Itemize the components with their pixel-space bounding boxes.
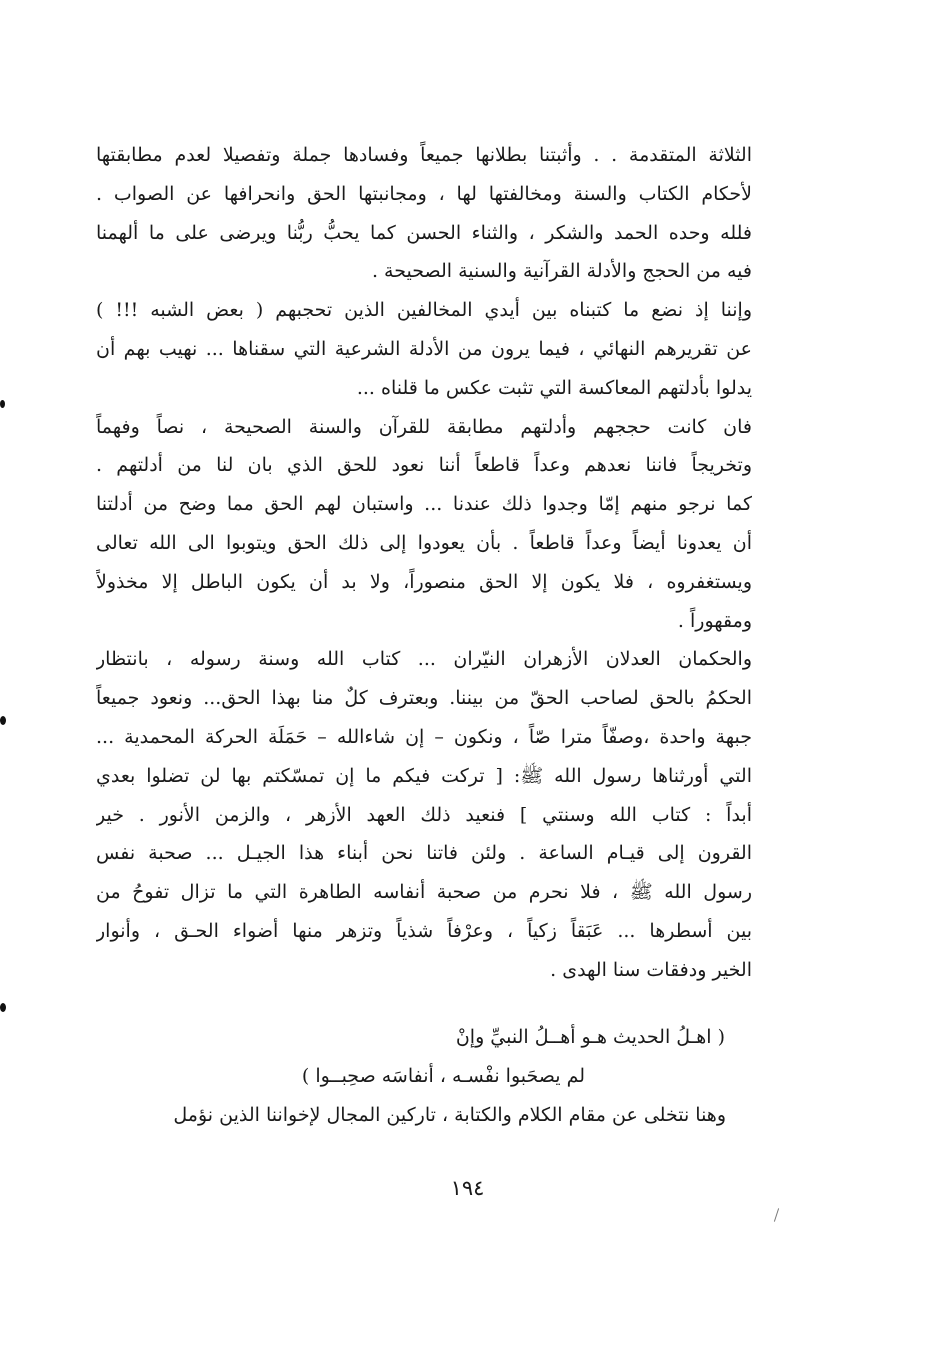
poem-line-2: لم يصحَبوا نفْسـه ، أنفاسَه صحِبــوا )	[301, 1065, 585, 1087]
text-line: والحكمان العدلان الأزهران النيّران ... كتاب الله وسنة رسوله ، بانتظار	[96, 648, 752, 671]
closing-line: وهنا نتخلى عن مقام الكلام والكتابة ، تاركين المجال لإخواننا الذين نؤمل	[173, 1104, 726, 1126]
text-line: كما نرجو منهم إمّا وجدوا ذلك عندنا ... واستبان لهم الحق مما وضح من أدلتنا	[96, 493, 752, 516]
text-line: وتخريجاً فاننا نعدهم وعداً قاطعاً أننا نعود للحق الذي بان لنا من أدلتهم .	[96, 454, 752, 477]
binding-hole-mark	[0, 400, 5, 408]
text-line: جبهة واحدة ،وصفّاً مترا صّاً ، ونكون – إن شاءالله – حَمَلَة الحركة المحمدية ...	[96, 725, 752, 748]
main-text	[96, 136, 752, 990]
text-line: الثلاثة المتقدمة . . وأثبتنا بطلانها جميعاً وفسادها جملة وتفصيلا لعدم مطابقتها	[96, 144, 752, 166]
text-line: فيه من الحجج والأدلة القرآنية والسنية الصحيحة .	[371, 260, 752, 283]
text-line: وإننا إذ نضع ما كتبناه بين أيدي المخالفين الذين تحجبهم ( بعض الشبه !!! )	[96, 299, 752, 322]
text-line: الحكمُ بالحق لصاحب الحقّ من بيننا. وبعترف كلٌ منا بهذا الحق... ونعود جميعاً	[96, 687, 752, 710]
text-line: أن يعدونا أيضاً وعداً قاطعاً . بأن يعودوا إلى ذلك الحق ويتوبوا الى الله تعالى	[96, 531, 752, 554]
poem-line-1: ( اهـلُ الحديث هـو أهــلُ النبيِّ وإنْ	[455, 1026, 725, 1048]
text-line: ومقهوراً .	[677, 609, 752, 632]
text-line: التي أورثناها رسول الله ﷺ: [ تركت فيكم ما إن تمسّكتم بها لن تضلوا بعدي	[96, 764, 752, 787]
text-line: فلله وحده الحمد والشكر ، والثناء الحسن كما يحبُّ ربُّنا ويرضى على ما ألهمنا	[96, 221, 752, 244]
text-line: يدلوا بأدلتهم المعاكسة التي تثبت عكس ما قلناه ...	[356, 376, 752, 399]
page-number: ١٩٤	[450, 1176, 485, 1200]
text-line: الخير ودفقات سنا الهدى .	[550, 958, 752, 981]
text-line: رسول الله ﷺ ، فلا نحرم من صحبة أنفاسه الطاهرة التي ما تزال تفوحُ من	[96, 881, 752, 904]
text-line: ويستغفروه ، فلا يكون إلا الحق منصوراً، ولا بد أن يكون الباطل إلا مخذولاً	[96, 570, 752, 593]
text-line: عن تقريرهم النهائي ، فيما يرون من الأدلة الشرعية التي سقناها ... نهيب بهم أن	[96, 337, 752, 360]
text-line: أبداً : كتاب الله وسنتي ] فنعيد ذلك العهد الأزهر ، والزمن الأنور . خير	[96, 803, 752, 826]
stray-pen-mark	[774, 1208, 779, 1222]
text-line: فان كانت حججهم وأدلتهم مطابقة للقرآن والسنة الصحيحة ، نصاً وفهماً	[96, 415, 752, 438]
binding-hole-mark	[0, 716, 6, 725]
text-line: بين أسطرها ... عَبَقاً زكياً ، وعرْفاً شذياً وتزهر منها أضواء الحـق ، وأنوار	[96, 919, 752, 942]
binding-hole-mark	[0, 1003, 6, 1012]
text-line: القرون إلى قيـام الساعة . ولئن فاتنا نحن أبناء هذا الجيـل ... صحبة نفس	[96, 842, 752, 865]
text-line: لأحكام الكتاب والسنة ومخالفتها لها ، ومجانبتها الحق وانحرافها عن الصواب .	[96, 182, 752, 205]
